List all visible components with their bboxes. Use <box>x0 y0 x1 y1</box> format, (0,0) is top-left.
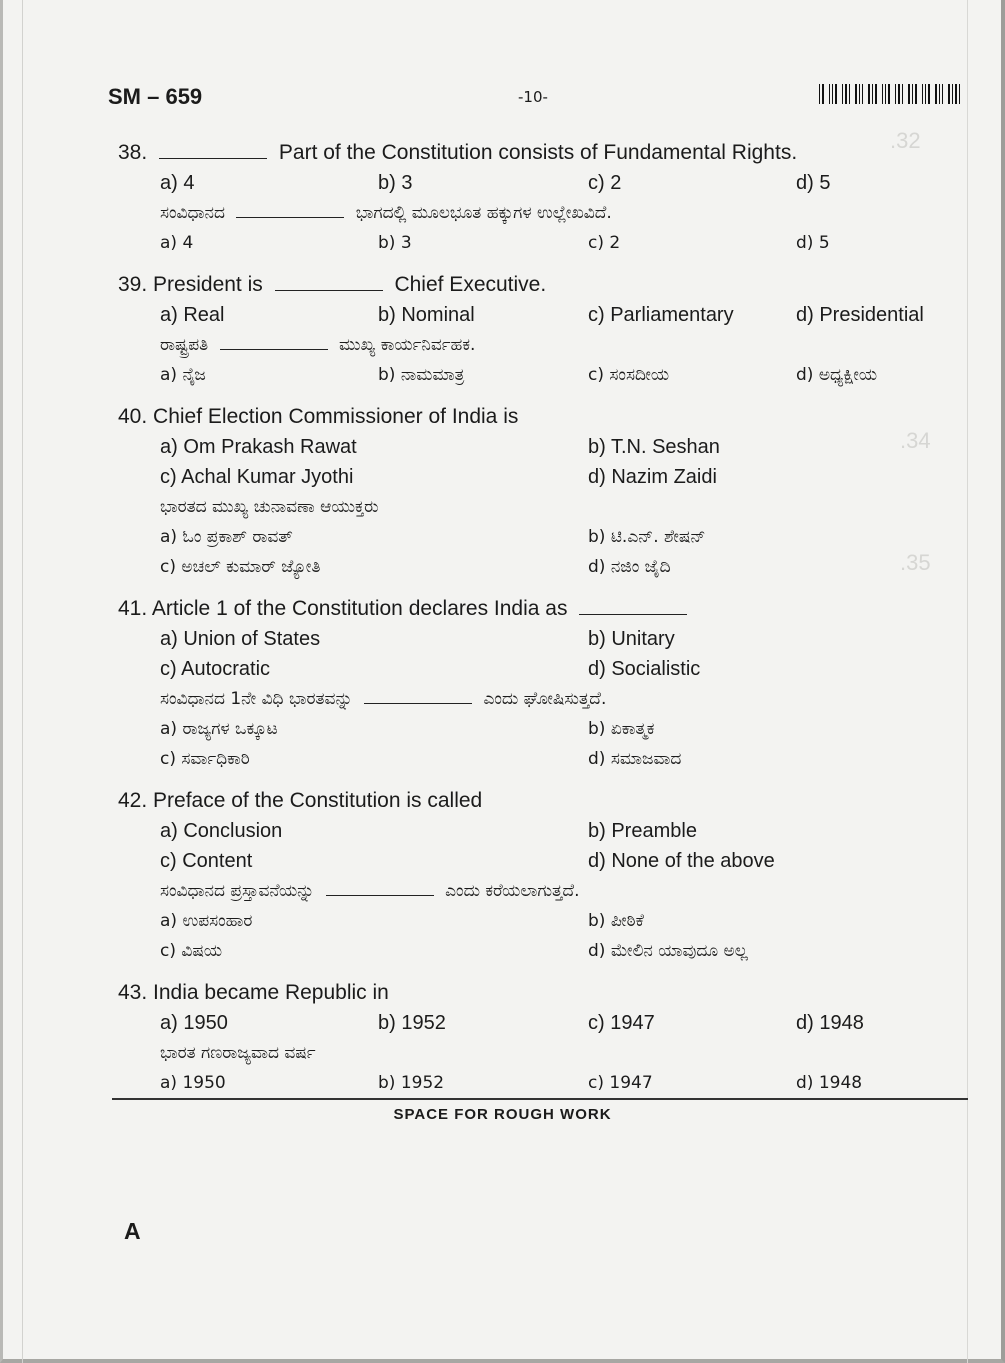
question-number: 40. <box>118 405 148 428</box>
option-c-kannada[interactable]: c) 1947 <box>588 1073 653 1093</box>
option-b-kannada[interactable]: b) ಏಕಾತ್ಮಕ <box>588 719 655 739</box>
option-a[interactable]: a) Om Prakash Rawat <box>160 436 357 458</box>
question-text <box>118 270 958 300</box>
option-c[interactable]: c) Achal Kumar Jyothi <box>160 466 354 488</box>
question-number: 41. <box>118 597 148 620</box>
question-text <box>118 594 958 624</box>
kannada-text: ಸಂವಿಧಾನದ <box>160 203 225 223</box>
option-c-kannada[interactable]: c) ಸರ್ವಾಧಿಕಾರಿ <box>160 749 250 769</box>
question-text-kannada <box>118 684 958 714</box>
question-list <box>118 138 958 1098</box>
show-through-text: .34 <box>900 428 931 453</box>
question-39 <box>118 270 958 390</box>
option-c[interactable]: c) Content <box>160 850 253 872</box>
question-38 <box>118 138 958 258</box>
option-a[interactable]: a) 1950 <box>160 1012 228 1034</box>
option-c-kannada[interactable]: c) ವಿಷಯ <box>160 941 223 961</box>
option-b-kannada[interactable]: b) ಪೀಠಿಕೆ <box>588 911 644 931</box>
option-c-kannada[interactable]: c) ಅಚಲ್ ಕುಮಾರ್ ಜ್ಯೋತಿ <box>160 557 321 577</box>
option-d-kannada[interactable]: d) ಸಮಾಜವಾದ <box>588 749 682 769</box>
barcode <box>819 84 960 104</box>
question-text <box>118 786 958 816</box>
kannada-text: ಎಂದು ಕರೆಯಲಾಗುತ್ತದೆ. <box>445 881 580 901</box>
option-b[interactable]: b) Unitary <box>588 628 675 650</box>
option-c-kannada[interactable]: c) 2 <box>588 233 621 253</box>
options-english-row1 <box>118 816 958 846</box>
option-a[interactable]: a) Real <box>160 304 225 326</box>
question-text-kannada: ಭಾರತದ ಮುಖ್ಯ ಚುನಾವಣಾ ಆಯುಕ್ತರು <box>160 497 379 517</box>
kannada-text: ಭಾಗದಲ್ಲಿ ಮೂಲಭೂತ ಹಕ್ಕುಗಳ ಉಲ್ಲೇಖವಿದೆ. <box>355 203 612 223</box>
question-text-after-blank: Part of the Constitution consists of Fundamental Rights. <box>278 141 798 164</box>
question-text-before-blank: President is <box>153 273 263 296</box>
option-c-kannada[interactable]: c) ಸಂಸದೀಯ <box>588 365 670 385</box>
options-kannada-row1 <box>118 714 958 744</box>
question-number: 42. <box>118 789 148 812</box>
options-english-row1 <box>118 432 958 462</box>
page-header <box>108 84 960 114</box>
options-english-row2 <box>118 846 958 876</box>
option-a[interactable]: a) Union of States <box>160 628 321 650</box>
option-d[interactable]: d) Nazim Zaidi <box>588 466 717 488</box>
option-d[interactable]: d) Socialistic <box>588 658 701 680</box>
option-c[interactable]: c) Parliamentary <box>588 304 734 326</box>
question-text-body: India became Republic in <box>153 981 389 1004</box>
question-text <box>118 978 958 1008</box>
answer-blank <box>275 272 383 291</box>
rough-work-divider <box>112 1098 968 1100</box>
options-kannada-row2 <box>118 744 958 774</box>
question-text-before-blank: Article 1 of the Constitution declares India as <box>151 597 568 620</box>
options-english <box>118 300 958 330</box>
options-kannada <box>118 228 958 258</box>
options-english-row2 <box>118 654 958 684</box>
question-text-kannada <box>118 330 958 360</box>
question-41 <box>118 594 958 774</box>
option-a[interactable]: a) Conclusion <box>160 820 283 842</box>
option-d[interactable]: d) None of the above <box>588 850 775 872</box>
question-text-kannada <box>118 876 958 906</box>
answer-blank <box>159 140 267 159</box>
kannada-text: ಮುಖ್ಯ ಕಾರ್ಯನಿರ್ವಹಕ. <box>339 335 476 355</box>
answer-blank <box>236 199 344 218</box>
series-letter: A <box>124 1218 141 1244</box>
options-kannada <box>118 1068 958 1098</box>
option-b[interactable]: b) 1952 <box>378 1012 446 1034</box>
option-a-kannada[interactable]: a) 4 <box>160 233 194 253</box>
question-text-kannada <box>118 198 958 228</box>
page-number: -10- <box>518 88 548 106</box>
option-b[interactable]: b) Preamble <box>588 820 697 842</box>
margin-line <box>967 0 968 1363</box>
options-kannada-row1 <box>118 906 958 936</box>
option-a-kannada[interactable]: a) ಓಂ ಪ್ರಕಾಶ್ ರಾವತ್ <box>160 527 293 547</box>
show-through-text: .35 <box>900 550 931 575</box>
option-a-kannada[interactable]: a) 1950 <box>160 1073 226 1093</box>
option-b[interactable]: b) 3 <box>378 172 413 194</box>
question-40 <box>118 402 958 582</box>
kannada-text: ಎಂದು ಘೋಷಿಸುತ್ತದೆ. <box>483 689 607 709</box>
options-kannada-row2 <box>118 552 958 582</box>
kannada-text: ರಾಷ್ಟ್ರಪತಿ <box>160 335 209 355</box>
answer-blank <box>364 685 472 704</box>
option-d[interactable]: d) 1948 <box>796 1012 864 1034</box>
question-text-body: Chief Election Commissioner of India is <box>153 405 519 428</box>
answer-blank <box>579 596 687 615</box>
option-a-kannada[interactable]: a) ಉಪಸಂಹಾರ <box>160 911 253 931</box>
show-through-text: .32 <box>890 128 921 153</box>
question-number: 43. <box>118 981 148 1004</box>
option-b-kannada[interactable]: b) ಟಿ.ಎನ್. ಶೇಷನ್ <box>588 527 706 547</box>
question-42 <box>118 786 958 966</box>
option-a-kannada[interactable]: a) ನೈಜ <box>160 365 206 385</box>
margin-line <box>22 0 23 1363</box>
option-b-kannada[interactable]: b) ನಾಮಮಾತ್ರ <box>378 365 465 385</box>
question-text <box>118 138 958 168</box>
options-kannada-row2 <box>118 936 958 966</box>
option-c[interactable]: c) 1947 <box>588 1012 655 1034</box>
option-d-kannada[interactable]: d) 5 <box>796 233 830 253</box>
answer-blank <box>326 877 434 896</box>
question-number: 39. <box>118 273 148 296</box>
option-c[interactable]: c) 2 <box>588 172 622 194</box>
options-kannada <box>118 360 958 390</box>
option-b[interactable]: b) Nominal <box>378 304 475 326</box>
option-b-kannada[interactable]: b) 1952 <box>378 1073 445 1093</box>
question-text <box>118 402 958 432</box>
options-english <box>118 1008 958 1038</box>
option-d[interactable]: d) 5 <box>796 172 831 194</box>
answer-blank <box>220 331 328 350</box>
paper-code: SM – 659 <box>108 84 203 109</box>
options-english-row1 <box>118 624 958 654</box>
question-number: 38. <box>118 141 148 164</box>
options-english <box>118 168 958 198</box>
rough-work-label: SPACE FOR ROUGH WORK <box>393 1106 612 1123</box>
question-43 <box>118 978 958 1098</box>
option-d-kannada[interactable]: d) ನಜಿಂ ಜೈದಿ <box>588 557 671 577</box>
option-d-kannada[interactable]: d) ಅಧ್ಯಕ್ಷೀಯ <box>796 365 878 385</box>
option-c[interactable]: c) Autocratic <box>160 658 271 680</box>
option-d[interactable]: d) Presidential <box>796 304 924 326</box>
option-d-kannada[interactable]: d) ಮೇಲಿನ ಯಾವುದೂ ಅಲ್ಲ <box>588 941 748 961</box>
kannada-text: ಸಂವಿಧಾನದ ಪ್ರಸ್ತಾವನೆಯನ್ನು <box>160 881 315 901</box>
option-b[interactable]: b) T.N. Seshan <box>588 436 720 458</box>
option-d-kannada[interactable]: d) 1948 <box>796 1073 863 1093</box>
option-a-kannada[interactable]: a) ರಾಜ್ಯಗಳ ಒಕ್ಕೂಟ <box>160 719 278 739</box>
options-english-row2 <box>118 462 958 492</box>
kannada-text: ಸಂವಿಧಾನದ 1ನೇ ವಿಧಿ ಭಾರತವನ್ನು <box>160 689 353 709</box>
option-b-kannada[interactable]: b) 3 <box>378 233 412 253</box>
question-text-after-blank: Chief Executive. <box>394 273 547 296</box>
option-a[interactable]: a) 4 <box>160 172 195 194</box>
question-text-kannada: ಭಾರತ ಗಣರಾಜ್ಯವಾದ ವರ್ಷ <box>160 1043 316 1063</box>
options-kannada-row1 <box>118 522 958 552</box>
question-text-body: Preface of the Constitution is called <box>153 789 483 812</box>
